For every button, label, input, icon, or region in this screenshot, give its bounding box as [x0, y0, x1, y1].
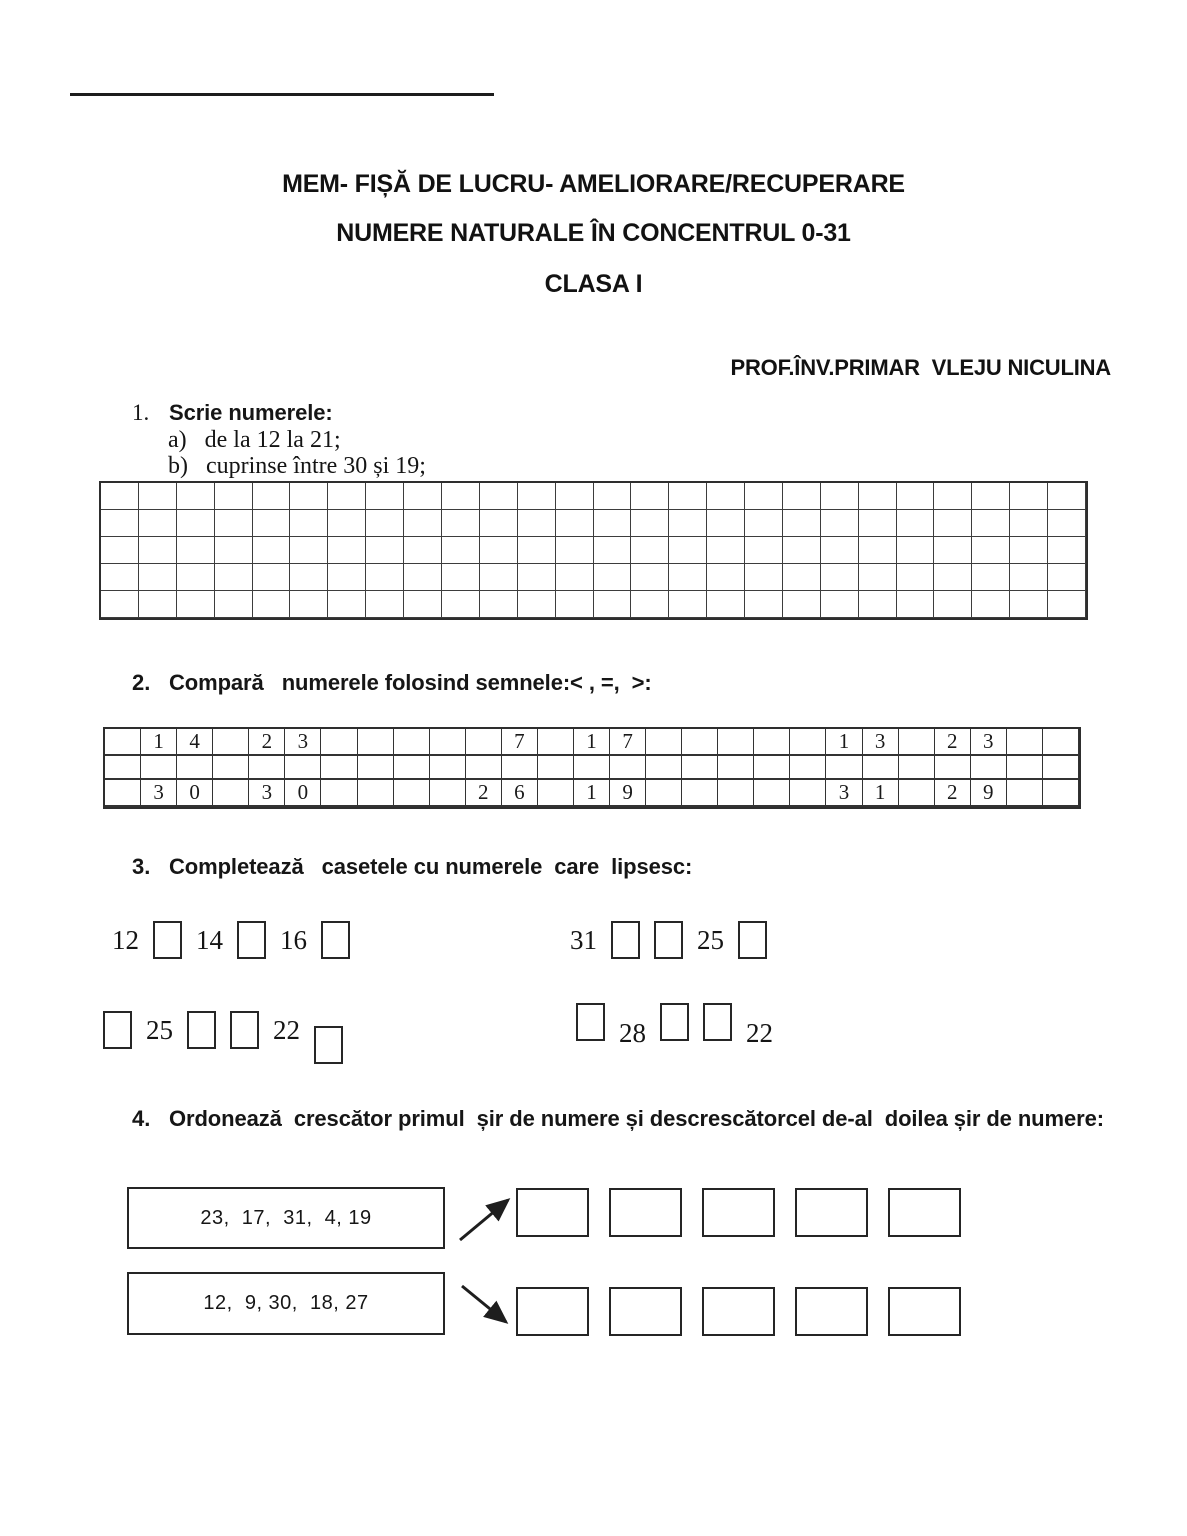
grid-cell[interactable] — [321, 780, 357, 807]
grid-cell[interactable] — [783, 510, 821, 537]
grid-cell[interactable] — [556, 564, 594, 591]
grid-cell[interactable] — [783, 483, 821, 510]
grid-cell[interactable] — [215, 510, 253, 537]
table-digit-cell: 3 — [826, 780, 862, 807]
grid-cell[interactable] — [105, 729, 141, 756]
grid-cell[interactable] — [358, 729, 394, 756]
arrow-down-right-icon — [452, 1280, 518, 1334]
grid-cell[interactable] — [754, 729, 790, 756]
grid-cell[interactable] — [972, 483, 1010, 510]
grid-cell[interactable] — [754, 780, 790, 807]
sequence-number: 22 — [273, 1014, 300, 1045]
grid-cell[interactable] — [358, 780, 394, 807]
grid-cell[interactable] — [826, 756, 862, 780]
table-digit-cell: 2 — [249, 729, 285, 756]
grid-cell[interactable] — [366, 483, 404, 510]
grid-cell[interactable] — [790, 756, 826, 780]
grid-cell[interactable] — [141, 756, 177, 780]
grid-cell[interactable] — [1048, 537, 1086, 564]
sequence-number: 28 — [619, 1017, 646, 1048]
grid-cell[interactable] — [745, 564, 783, 591]
table-digit-cell: 3 — [971, 729, 1007, 756]
grid-cell[interactable] — [442, 564, 480, 591]
grid-cell[interactable] — [745, 591, 783, 618]
grid-cell[interactable] — [430, 729, 466, 756]
grid-cell[interactable] — [934, 510, 972, 537]
table-digit-cell: 3 — [863, 729, 899, 756]
grid-cell[interactable] — [934, 483, 972, 510]
source-numbers-box-1 — [127, 1187, 445, 1249]
sequence-number: 25 — [146, 1014, 173, 1045]
grid-cell[interactable] — [783, 564, 821, 591]
sequence-b-left — [103, 1008, 343, 1052]
sequence-number: 14 — [196, 924, 223, 955]
grid-cell[interactable] — [213, 780, 249, 807]
grid-cell[interactable] — [442, 483, 480, 510]
table-digit-cell: 2 — [466, 780, 502, 807]
grid-cell[interactable] — [682, 729, 718, 756]
grid-cell[interactable] — [404, 537, 442, 564]
grid-cell[interactable] — [321, 756, 357, 780]
grid-cell[interactable] — [783, 591, 821, 618]
grid-cell[interactable] — [177, 537, 215, 564]
grid-cell[interactable] — [502, 756, 538, 780]
answer-box[interactable] — [703, 1003, 732, 1041]
page-subtitle: NUMERE NATURALE ÎN CONCENTRUL 0-31 — [336, 219, 851, 247]
grid-cell[interactable] — [538, 780, 574, 807]
grid-cell[interactable] — [442, 537, 480, 564]
grid-cell[interactable] — [718, 729, 754, 756]
grid-cell[interactable] — [290, 564, 328, 591]
answer-box[interactable] — [609, 1188, 682, 1237]
answer-box[interactable] — [187, 1011, 216, 1049]
sequence-a-right — [570, 918, 767, 962]
task1-item-a: a) de la 12 la 21; — [168, 427, 341, 453]
grid-cell[interactable] — [863, 756, 899, 780]
grid-cell[interactable] — [934, 591, 972, 618]
grid-cell[interactable] — [669, 483, 707, 510]
grid-cell[interactable] — [631, 510, 669, 537]
task3-number: 3. — [132, 854, 151, 879]
teacher-name: PROF.ÎNV.PRIMAR VLEJU NICULINA — [730, 355, 1111, 380]
grid-cell[interactable] — [821, 591, 859, 618]
grid-cell[interactable] — [972, 510, 1010, 537]
grid-cell[interactable] — [594, 537, 632, 564]
grid-cell[interactable] — [897, 510, 935, 537]
grid-cell[interactable] — [859, 537, 897, 564]
grid-cell[interactable] — [177, 756, 213, 780]
grid-cell[interactable] — [394, 729, 430, 756]
grid-cell[interactable] — [646, 780, 682, 807]
grid-cell[interactable] — [594, 510, 632, 537]
sequence-number: 25 — [697, 924, 724, 955]
grid-cell[interactable] — [139, 537, 177, 564]
grid-cell[interactable] — [404, 483, 442, 510]
grid-cell[interactable] — [859, 591, 897, 618]
grid-cell[interactable] — [1048, 510, 1086, 537]
writing-grid — [99, 481, 1088, 620]
grid-cell[interactable] — [574, 756, 610, 780]
task4-title: Ordonează crescător primul șir de numere și descrescătorcel de-al doilea șir de numere: — [169, 1106, 1104, 1131]
task1-heading — [132, 400, 333, 426]
grid-cell[interactable] — [366, 510, 404, 537]
table-digit-cell: 2 — [935, 729, 971, 756]
grid-cell[interactable] — [897, 537, 935, 564]
grid-cell[interactable] — [1010, 591, 1048, 618]
grid-cell[interactable] — [669, 510, 707, 537]
page-title: MEM- FIȘĂ DE LUCRU- AMELIORARE/RECUPERARE — [282, 170, 905, 198]
grid-cell[interactable] — [518, 564, 556, 591]
grid-cell[interactable] — [1048, 564, 1086, 591]
grid-cell[interactable] — [1010, 537, 1048, 564]
grid-cell[interactable] — [899, 729, 935, 756]
grid-cell[interactable] — [215, 591, 253, 618]
grid-cell[interactable] — [290, 591, 328, 618]
grid-cell[interactable] — [404, 510, 442, 537]
grid-cell[interactable] — [404, 591, 442, 618]
task3-title: Completează casetele cu numerele care lipsesc: — [169, 854, 693, 879]
grid-cell[interactable] — [682, 780, 718, 807]
grid-cell[interactable] — [290, 483, 328, 510]
answer-box[interactable] — [576, 1003, 605, 1041]
grid-cell[interactable] — [859, 510, 897, 537]
grid-cell[interactable] — [707, 483, 745, 510]
table-digit-cell: 1 — [863, 780, 899, 807]
grid-cell[interactable] — [669, 537, 707, 564]
grid-cell[interactable] — [707, 510, 745, 537]
answer-box[interactable] — [738, 921, 767, 959]
answer-box[interactable] — [609, 1287, 682, 1336]
task1-title: Scrie numerele: — [169, 400, 333, 425]
grid-cell[interactable] — [669, 564, 707, 591]
grid-cell[interactable] — [594, 483, 632, 510]
answer-box[interactable] — [516, 1188, 589, 1237]
grid-cell[interactable] — [394, 756, 430, 780]
grid-cell[interactable] — [101, 537, 139, 564]
grid-cell[interactable] — [821, 510, 859, 537]
grid-cell[interactable] — [518, 483, 556, 510]
sequence-number: 31 — [570, 924, 597, 955]
grid-cell[interactable] — [790, 729, 826, 756]
class-label: CLASA I — [544, 270, 643, 298]
grid-cell[interactable] — [682, 756, 718, 780]
answer-box[interactable] — [516, 1287, 589, 1336]
source-numbers-2: 12, 9, 30, 18, 27 — [203, 1292, 369, 1314]
grid-cell[interactable] — [215, 537, 253, 564]
sequence-b-right — [576, 1000, 773, 1048]
grid-cell[interactable] — [745, 537, 783, 564]
task4-number: 4. — [132, 1106, 151, 1131]
grid-cell[interactable] — [897, 483, 935, 510]
grid-cell[interactable] — [556, 537, 594, 564]
grid-cell[interactable] — [253, 483, 291, 510]
table-digit-cell: 1 — [574, 729, 610, 756]
task3-heading — [132, 854, 692, 880]
grid-cell[interactable] — [1043, 756, 1079, 780]
task2-heading — [132, 670, 652, 696]
grid-cell[interactable] — [1007, 729, 1043, 756]
answer-box[interactable] — [702, 1188, 775, 1237]
grid-cell[interactable] — [1043, 729, 1079, 756]
table-digit-cell: 7 — [502, 729, 538, 756]
sequence-number: 12 — [112, 924, 139, 955]
grid-cell[interactable] — [745, 510, 783, 537]
grid-cell[interactable] — [1048, 483, 1086, 510]
answer-box[interactable] — [888, 1188, 961, 1237]
table-digit-cell: 1 — [826, 729, 862, 756]
answer-box[interactable] — [660, 1003, 689, 1041]
grid-cell[interactable] — [538, 729, 574, 756]
grid-cell[interactable] — [328, 510, 366, 537]
answer-box[interactable] — [103, 1011, 132, 1049]
grid-cell[interactable] — [594, 591, 632, 618]
grid-cell[interactable] — [480, 564, 518, 591]
grid-cell[interactable] — [556, 510, 594, 537]
grid-cell[interactable] — [707, 537, 745, 564]
table-digit-cell: 1 — [574, 780, 610, 807]
grid-cell[interactable] — [745, 483, 783, 510]
grid-cell[interactable] — [897, 591, 935, 618]
grid-cell[interactable] — [707, 591, 745, 618]
grid-cell[interactable] — [321, 729, 357, 756]
answer-box[interactable] — [888, 1287, 961, 1336]
grid-cell[interactable] — [783, 537, 821, 564]
grid-cell[interactable] — [897, 564, 935, 591]
grid-cell[interactable] — [934, 564, 972, 591]
grid-cell[interactable] — [213, 729, 249, 756]
answer-box[interactable] — [795, 1188, 868, 1237]
grid-cell[interactable] — [631, 537, 669, 564]
answer-box[interactable] — [702, 1287, 775, 1336]
grid-cell[interactable] — [101, 483, 139, 510]
table-digit-cell: 6 — [502, 780, 538, 807]
grid-cell[interactable] — [177, 591, 215, 618]
grid-cell[interactable] — [480, 483, 518, 510]
table-digit-cell: 9 — [610, 780, 646, 807]
grid-cell[interactable] — [518, 510, 556, 537]
table-digit-cell: 3 — [141, 780, 177, 807]
grid-cell[interactable] — [253, 564, 291, 591]
grid-cell[interactable] — [821, 483, 859, 510]
table-digit-cell: 2 — [935, 780, 971, 807]
answer-box[interactable] — [230, 1011, 259, 1049]
grid-cell[interactable] — [328, 564, 366, 591]
grid-cell[interactable] — [442, 510, 480, 537]
grid-cell[interactable] — [594, 564, 632, 591]
answer-box-row-2 — [516, 1287, 961, 1336]
grid-cell[interactable] — [821, 537, 859, 564]
grid-cell[interactable] — [101, 564, 139, 591]
grid-cell[interactable] — [1048, 591, 1086, 618]
grid-cell[interactable] — [899, 756, 935, 780]
answer-box[interactable] — [654, 921, 683, 959]
grid-cell[interactable] — [1007, 780, 1043, 807]
answer-box[interactable] — [611, 921, 640, 959]
answer-box[interactable] — [321, 921, 350, 959]
grid-cell[interactable] — [366, 591, 404, 618]
grid-cell[interactable] — [480, 591, 518, 618]
grid-cell[interactable] — [442, 591, 480, 618]
grid-cell[interactable] — [934, 537, 972, 564]
grid-cell[interactable] — [177, 564, 215, 591]
grid-cell[interactable] — [430, 756, 466, 780]
grid-cell[interactable] — [1010, 564, 1048, 591]
sequence-number: 22 — [746, 1017, 773, 1048]
grid-cell[interactable] — [754, 756, 790, 780]
grid-cell[interactable] — [139, 483, 177, 510]
grid-cell[interactable] — [285, 756, 321, 780]
grid-cell[interactable] — [718, 756, 754, 780]
table-digit-cell: 4 — [177, 729, 213, 756]
grid-cell[interactable] — [249, 756, 285, 780]
grid-cell[interactable] — [480, 510, 518, 537]
grid-cell[interactable] — [177, 483, 215, 510]
grid-cell[interactable] — [105, 780, 141, 807]
grid-cell[interactable] — [253, 510, 291, 537]
task2-title: Compară numerele folosind semnele:< , =, >: — [169, 670, 652, 695]
grid-cell[interactable] — [669, 591, 707, 618]
grid-cell[interactable] — [139, 510, 177, 537]
sequence-a-left — [112, 918, 350, 962]
table-digit-cell: 1 — [141, 729, 177, 756]
grid-cell[interactable] — [328, 483, 366, 510]
task4-heading — [132, 1106, 1104, 1132]
grid-cell[interactable] — [466, 756, 502, 780]
compare-table — [103, 727, 1081, 809]
grid-cell[interactable] — [707, 564, 745, 591]
grid-cell[interactable] — [972, 564, 1010, 591]
source-numbers-1: 23, 17, 31, 4, 19 — [200, 1206, 372, 1229]
grid-cell[interactable] — [790, 780, 826, 807]
grid-cell[interactable] — [366, 564, 404, 591]
task2-number: 2. — [132, 670, 151, 695]
grid-cell[interactable] — [538, 756, 574, 780]
grid-cell[interactable] — [972, 537, 1010, 564]
answer-box[interactable] — [314, 1026, 343, 1064]
grid-cell[interactable] — [101, 510, 139, 537]
grid-cell[interactable] — [518, 591, 556, 618]
grid-cell[interactable] — [139, 591, 177, 618]
grid-cell[interactable] — [899, 780, 935, 807]
grid-cell[interactable] — [859, 564, 897, 591]
grid-cell[interactable] — [177, 510, 215, 537]
grid-cell[interactable] — [935, 756, 971, 780]
grid-cell[interactable] — [821, 564, 859, 591]
grid-cell[interactable] — [101, 591, 139, 618]
grid-cell[interactable] — [366, 537, 404, 564]
table-digit-cell: 3 — [285, 729, 321, 756]
grid-cell[interactable] — [1043, 780, 1079, 807]
grid-cell[interactable] — [646, 729, 682, 756]
grid-cell[interactable] — [394, 780, 430, 807]
name-line[interactable] — [70, 93, 494, 96]
table-digit-cell: 7 — [610, 729, 646, 756]
grid-cell[interactable] — [215, 564, 253, 591]
grid-cell[interactable] — [610, 756, 646, 780]
grid-cell[interactable] — [215, 483, 253, 510]
grid-cell[interactable] — [646, 756, 682, 780]
source-numbers-box-2 — [127, 1272, 445, 1335]
grid-cell[interactable] — [1007, 756, 1043, 780]
table-digit-cell: 0 — [177, 780, 213, 807]
grid-cell[interactable] — [253, 537, 291, 564]
grid-cell[interactable] — [859, 483, 897, 510]
grid-cell[interactable] — [328, 537, 366, 564]
sequence-number: 16 — [280, 924, 307, 955]
grid-cell[interactable] — [631, 483, 669, 510]
grid-cell[interactable] — [971, 756, 1007, 780]
grid-cell[interactable] — [253, 591, 291, 618]
grid-cell[interactable] — [1010, 510, 1048, 537]
grid-cell[interactable] — [1010, 483, 1048, 510]
grid-cell[interactable] — [631, 564, 669, 591]
grid-cell[interactable] — [556, 483, 594, 510]
table-digit-cell: 9 — [971, 780, 1007, 807]
answer-box[interactable] — [237, 921, 266, 959]
grid-cell[interactable] — [358, 756, 394, 780]
table-digit-cell: 0 — [285, 780, 321, 807]
grid-cell[interactable] — [404, 564, 442, 591]
grid-cell[interactable] — [466, 729, 502, 756]
grid-cell[interactable] — [213, 756, 249, 780]
grid-cell[interactable] — [430, 780, 466, 807]
arrow-up-right-icon — [448, 1188, 520, 1250]
grid-cell[interactable] — [480, 537, 518, 564]
grid-cell[interactable] — [290, 537, 328, 564]
grid-cell[interactable] — [290, 510, 328, 537]
task1-item-b: b) cuprinse între 30 și 19; — [168, 453, 426, 479]
grid-cell[interactable] — [631, 591, 669, 618]
grid-cell[interactable] — [718, 780, 754, 807]
grid-cell[interactable] — [105, 756, 141, 780]
grid-cell[interactable] — [328, 591, 366, 618]
answer-box[interactable] — [795, 1287, 868, 1336]
answer-box[interactable] — [153, 921, 182, 959]
table-digit-cell: 3 — [249, 780, 285, 807]
grid-cell[interactable] — [518, 537, 556, 564]
task1-number: 1. — [132, 400, 150, 425]
grid-cell[interactable] — [139, 564, 177, 591]
grid-cell[interactable] — [556, 591, 594, 618]
grid-cell[interactable] — [972, 591, 1010, 618]
answer-box-row-1 — [516, 1188, 961, 1237]
